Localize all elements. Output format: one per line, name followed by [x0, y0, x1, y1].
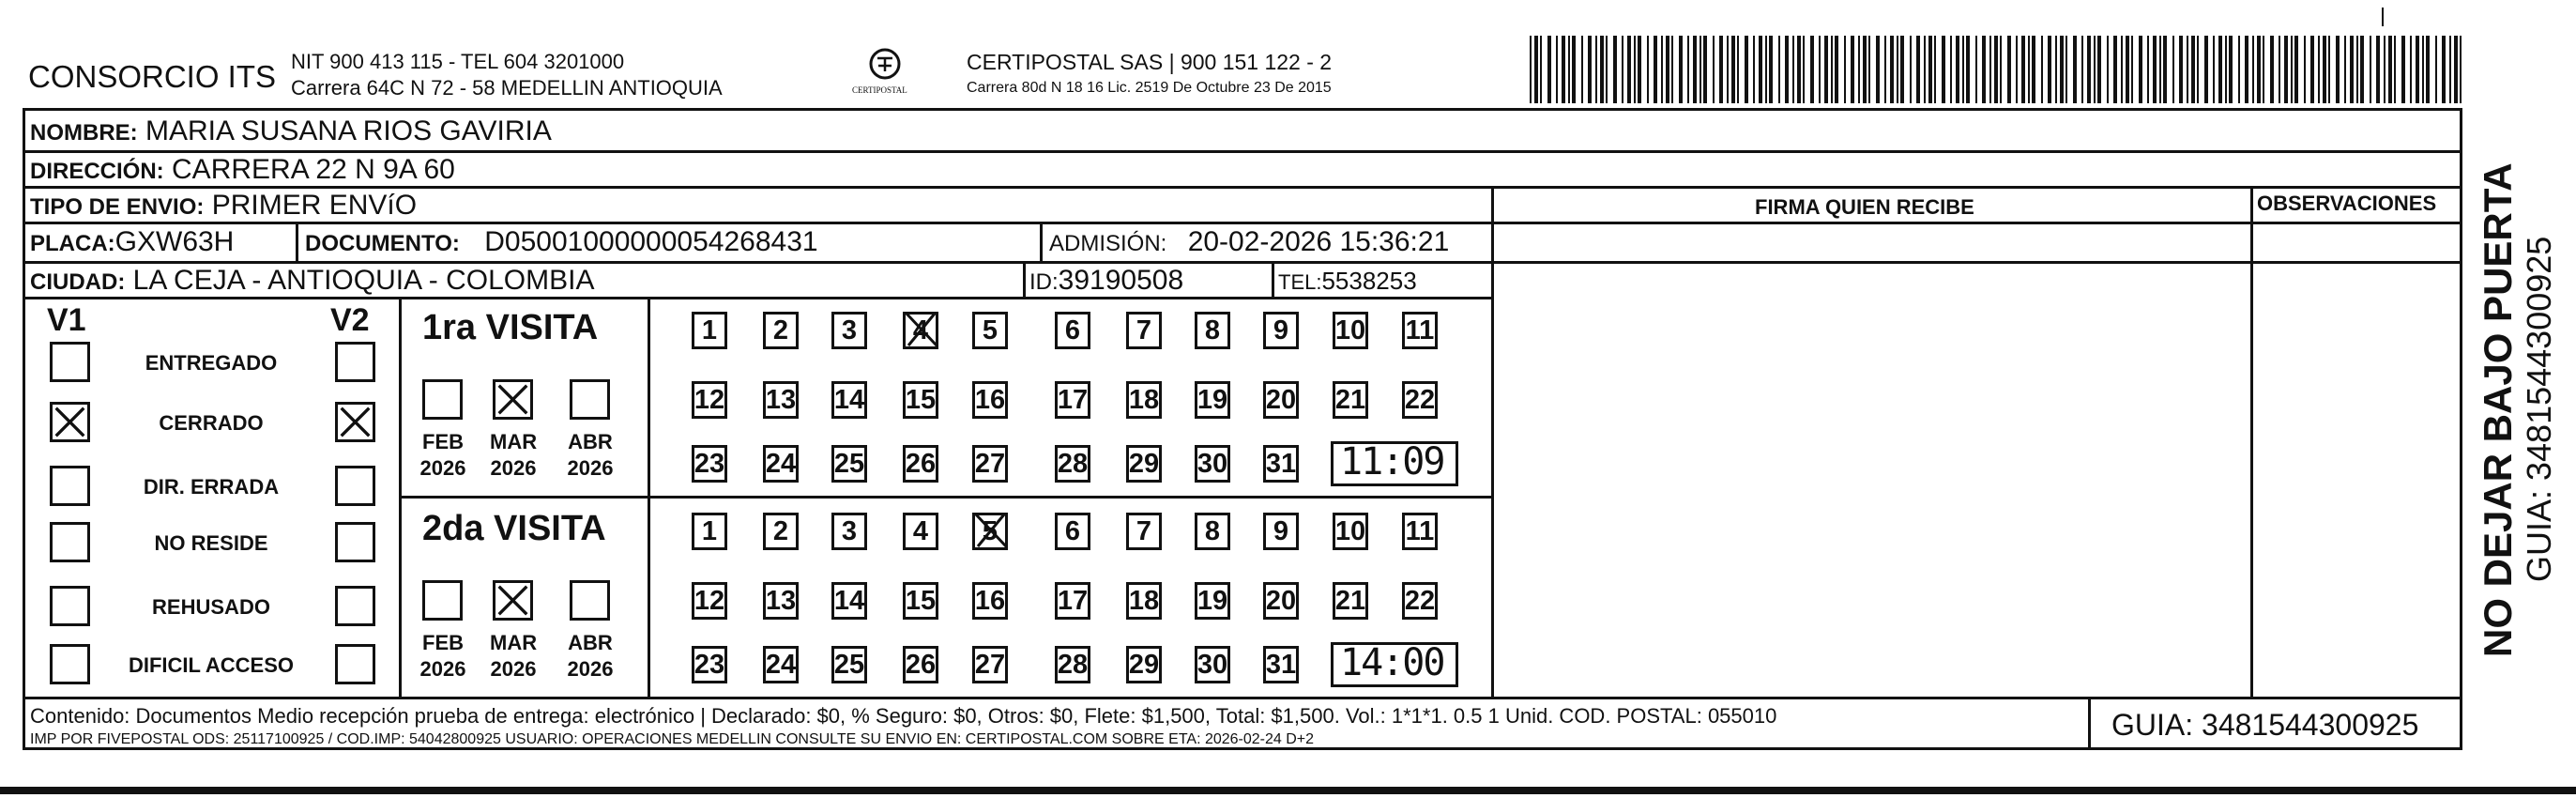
visit-month-label: MAR	[490, 430, 538, 453]
day-box[interactable]: 23	[692, 445, 727, 483]
tel-cell	[1278, 269, 1417, 293]
top-mark	[2382, 8, 2384, 26]
status-v2-checkbox[interactable]	[335, 644, 375, 684]
firma-label: FIRMA QUIEN RECIBE	[1755, 195, 1974, 219]
day-box[interactable]: 13	[763, 582, 799, 620]
day-box[interactable]: 17	[1055, 381, 1090, 419]
row-divider	[23, 297, 1491, 299]
placa-value: GXW63H	[114, 226, 235, 257]
day-box[interactable]: 5	[972, 513, 1008, 550]
day-box[interactable]: 10	[1333, 513, 1368, 550]
day-box[interactable]: 20	[1263, 582, 1299, 620]
day-box[interactable]: 18	[1126, 582, 1162, 620]
day-box[interactable]: 18	[1126, 381, 1162, 419]
row-divider	[23, 186, 2462, 189]
visit-month-label: FEB	[422, 631, 464, 654]
tel-value: 5538253	[1321, 267, 1417, 295]
v2-header: V2	[330, 302, 370, 338]
day-box[interactable]: 26	[903, 445, 938, 483]
status-label: NO RESIDE	[154, 531, 268, 555]
row-divider	[23, 222, 2462, 224]
id-cell	[1029, 267, 1183, 295]
status-v1-checkbox[interactable]	[50, 644, 90, 684]
barcode	[1530, 36, 2468, 103]
status-v2-checkbox[interactable]	[335, 586, 375, 626]
documento-cell	[305, 228, 818, 256]
status-label: ENTREGADO	[145, 351, 278, 375]
admision-label: ADMISIÓN:	[1049, 231, 1167, 256]
ciudad-value: LA CEJA - ANTIOQUIA - COLOMBIA	[132, 265, 595, 296]
day-box[interactable]: 13	[763, 381, 799, 419]
side-guia: GUIA: 3481544300925	[2520, 236, 2558, 582]
status-v1-checkbox[interactable]	[50, 342, 90, 382]
day-box[interactable]: 17	[1055, 582, 1090, 620]
row-divider	[23, 150, 2462, 153]
day-box[interactable]: 19	[1195, 381, 1230, 419]
visit-title: 1ra VISITA	[422, 308, 599, 347]
visit-month-label: FEB	[422, 430, 464, 453]
day-box[interactable]: 25	[831, 445, 867, 483]
day-box[interactable]: 9	[1263, 513, 1299, 550]
day-box[interactable]: 3	[831, 312, 867, 349]
status-v2-checkbox[interactable]	[335, 466, 375, 506]
day-box[interactable]: 22	[1402, 582, 1438, 620]
documento-value: D05001000000054268431	[484, 226, 818, 257]
visit-year-label: 2026	[419, 456, 466, 480]
col-divider	[1040, 222, 1043, 263]
day-box[interactable]: 31	[1263, 445, 1299, 483]
day-box[interactable]: 14	[831, 381, 867, 419]
visit-year-label: 2026	[567, 456, 614, 480]
status-v2-checkbox[interactable]	[335, 342, 375, 382]
day-box[interactable]: 12	[692, 582, 727, 620]
certipostal-line1: CERTIPOSTAL SAS | 900 151 122 - 2	[967, 50, 1333, 74]
status-label: DIFICIL ACCESO	[128, 653, 294, 677]
visit-month-checkbox[interactable]	[493, 580, 533, 621]
visit-title: 2da VISITA	[422, 509, 606, 548]
admision-cell	[1049, 228, 1449, 256]
visit-year-label: 2026	[419, 657, 466, 681]
visit-month-checkbox[interactable]	[493, 379, 533, 420]
imp-text: IMP POR FIVEPOSTAL ODS: 25117100925 / COD.IMP: 54042800925 USUARIO: OPERACIONES MEDELLIN CONSULTE SU ENVIO EN: CERTIPOSTAL.COM SOBRE ETA: 2026-02-24 D+2	[30, 731, 1315, 747]
day-box[interactable]: 8	[1195, 513, 1230, 550]
tipo-value: PRIMER ENVíO	[211, 190, 418, 221]
documento-label: DOCUMENTO:	[305, 231, 460, 256]
day-box[interactable]: 12	[692, 381, 727, 419]
day-box[interactable]: 1	[692, 513, 727, 550]
status-v1-checkbox[interactable]	[50, 402, 90, 442]
day-box[interactable]: 29	[1126, 646, 1162, 683]
day-box[interactable]: 1	[692, 312, 727, 349]
day-box[interactable]: 30	[1195, 445, 1230, 483]
row-divider	[23, 697, 2462, 699]
visit-month-label: MAR	[490, 631, 538, 654]
col-divider	[1272, 261, 1274, 297]
nombre-row	[30, 117, 552, 146]
day-box[interactable]: 2	[763, 513, 799, 550]
day-cross-mark	[901, 308, 942, 356]
day-box[interactable]: 6	[1055, 312, 1090, 349]
contenido-text: Contenido: Documentos Medio recepción prueba de entrega: electrónico | Declarado: $0, % Seguro: $0, Otros: $0, Flete: $1,500, Total: $1,500. Vol.: 1*1*1. 0.5 1 Unid. COD. POSTAL: 055010	[30, 704, 1777, 728]
no-dejar-text: NO DEJAR BAJO PUERTA	[2476, 162, 2520, 657]
day-box[interactable]: 15	[903, 381, 938, 419]
visit-month-label: ABR	[568, 631, 613, 654]
address-line: Carrera 64C N 72 - 58 MEDELLIN ANTIOQUIA	[291, 76, 723, 100]
day-box[interactable]: 2	[763, 312, 799, 349]
observaciones-label: OBSERVACIONES	[2257, 192, 2437, 215]
day-box[interactable]: 5	[972, 312, 1008, 349]
day-box[interactable]: 9	[1263, 312, 1299, 349]
status-label: CERRADO	[159, 411, 264, 435]
visit-month-checkbox[interactable]	[570, 580, 610, 621]
day-box[interactable]: 20	[1263, 381, 1299, 419]
nombre-value: MARIA SUSANA RIOS GAVIRIA	[145, 115, 552, 146]
side-vertical	[2474, 38, 2563, 751]
certipostal-logo	[850, 45, 921, 103]
logo-text: CERTIPOSTAL	[852, 85, 907, 95]
day-box[interactable]: 24	[763, 646, 799, 683]
status-v1-checkbox[interactable]	[50, 466, 90, 506]
placa-cell	[30, 228, 234, 256]
id-value: 39190508	[1058, 265, 1184, 296]
day-box[interactable]: 16	[972, 381, 1008, 419]
observaciones-area[interactable]	[2253, 224, 2462, 697]
day-box[interactable]: 27	[972, 646, 1008, 683]
direccion-label: DIRECCIÓN:	[30, 159, 164, 184]
day-box[interactable]: 24	[763, 445, 799, 483]
day-box[interactable]: 25	[831, 646, 867, 683]
visit-month-checkbox[interactable]	[570, 379, 610, 420]
id-label: ID:	[1029, 269, 1059, 295]
status-label: DIR. ERRADA	[143, 475, 280, 499]
firma-area[interactable]	[1494, 264, 2250, 697]
day-box[interactable]: 30	[1195, 646, 1230, 683]
footer-guia: GUIA: 3481544300925	[2111, 708, 2419, 742]
day-box[interactable]: 22	[1402, 381, 1438, 419]
day-box[interactable]: 28	[1055, 445, 1090, 483]
ciudad-cell	[30, 267, 594, 295]
day-box[interactable]: 11	[1402, 312, 1438, 349]
ciudad-label: CIUDAD:	[30, 269, 126, 295]
status-label: REHUSADO	[152, 595, 270, 619]
day-cross-mark	[970, 509, 1012, 557]
visit-year-label: 2026	[490, 456, 537, 480]
col-divider	[296, 222, 298, 263]
visit-time-handwritten: 11:09	[1340, 440, 1444, 483]
status-v2-checkbox[interactable]	[335, 522, 375, 562]
visit-year-label: 2026	[490, 657, 537, 681]
day-box[interactable]: 6	[1055, 513, 1090, 550]
tipo-label: TIPO DE ENVIO:	[30, 194, 205, 220]
day-box[interactable]: 3	[831, 513, 867, 550]
col-divider	[2088, 697, 2091, 750]
day-box[interactable]: 19	[1195, 582, 1230, 620]
direccion-value: CARRERA 22 N 9A 60	[172, 154, 455, 185]
placa-label: PLACA:	[30, 231, 115, 256]
col-divider	[402, 496, 1491, 499]
tipo-row	[30, 192, 417, 220]
day-box[interactable]: 26	[903, 646, 938, 683]
day-box[interactable]: 7	[1126, 513, 1162, 550]
day-box[interactable]: 21	[1333, 381, 1368, 419]
visit-time-handwritten: 14:00	[1340, 641, 1444, 684]
day-box[interactable]: 10	[1333, 312, 1368, 349]
day-box[interactable]: 23	[692, 646, 727, 683]
nit-line: NIT 900 413 115 - TEL 604 3201000	[291, 50, 625, 73]
day-box[interactable]: 4	[903, 513, 938, 550]
day-box[interactable]: 11	[1402, 513, 1438, 550]
day-box[interactable]: 15	[903, 582, 938, 620]
tel-label: TEL:	[1278, 270, 1322, 294]
visit-month-checkbox[interactable]	[422, 379, 463, 420]
visit-month-checkbox[interactable]	[422, 580, 463, 621]
day-box[interactable]: 14	[831, 582, 867, 620]
nombre-label: NOMBRE:	[30, 120, 138, 146]
day-box[interactable]: 28	[1055, 646, 1090, 683]
col-divider	[1023, 261, 1026, 297]
status-v1-checkbox[interactable]	[50, 522, 90, 562]
visit-month-label: ABR	[568, 430, 613, 453]
day-box[interactable]: 7	[1126, 312, 1162, 349]
status-v1-checkbox[interactable]	[50, 586, 90, 626]
certipostal-line2: Carrera 80d N 18 16 Lic. 2519 De Octubre 23 De 2015	[967, 80, 1332, 96]
day-box[interactable]: 21	[1333, 582, 1368, 620]
day-box[interactable]: 8	[1195, 312, 1230, 349]
day-box[interactable]: 4	[903, 312, 938, 349]
status-v2-checkbox[interactable]	[335, 402, 375, 442]
direccion-row	[30, 156, 455, 184]
day-box[interactable]: 16	[972, 582, 1008, 620]
day-box[interactable]: 31	[1263, 646, 1299, 683]
day-box[interactable]: 27	[972, 445, 1008, 483]
v1-header: V1	[47, 302, 86, 338]
bottom-rule	[0, 787, 2576, 794]
admision-value: 20-02-2026 15:36:21	[1187, 226, 1450, 257]
visit-year-label: 2026	[567, 657, 614, 681]
day-box[interactable]: 29	[1126, 445, 1162, 483]
company-name: CONSORCIO ITS	[28, 59, 277, 94]
